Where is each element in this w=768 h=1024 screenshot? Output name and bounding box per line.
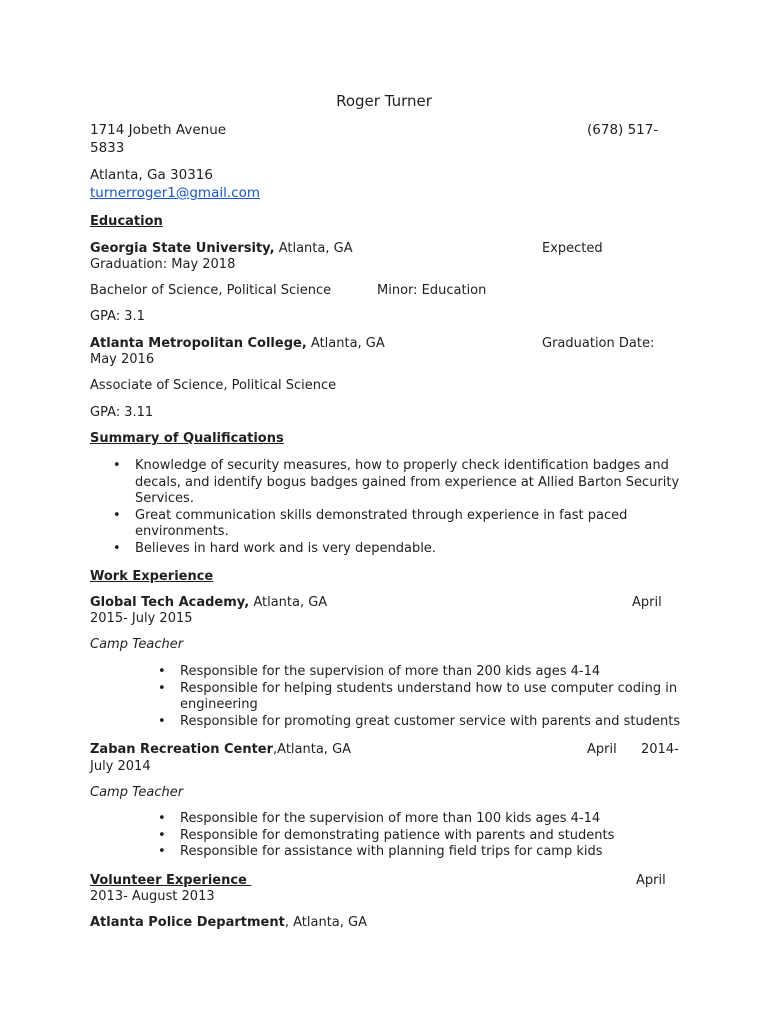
duty-text: Responsible for the supervision of more than 100 kids ages 4-14 [180, 811, 601, 826]
school-2-gpa: GPA: 3.11 [90, 405, 154, 420]
work-heading: Work Experience [90, 569, 214, 584]
qualification-item [113, 507, 679, 541]
school-2-name: Atlanta Metropolitan College, [90, 336, 307, 351]
job-1-employer: Global Tech Academy, [90, 595, 250, 610]
qualification-text: Knowledge of security measures, how to properly check identification badges and [135, 458, 669, 473]
phone-part1: (678) 517- [587, 122, 659, 138]
job-2-title: Camp Teacher [90, 785, 184, 800]
school-2-date-part2: May 2016 [90, 352, 155, 367]
qualification-item [113, 458, 680, 508]
duty-text: engineering [180, 697, 258, 713]
address-line2: Atlanta, Ga 30316 [90, 167, 213, 183]
duty-item [158, 713, 681, 731]
duty-item [158, 664, 680, 681]
qualification-text: Great communication skills demonstrated through experience in fast paced [135, 507, 628, 523]
school-1-gpa: GPA: 3.1 [90, 309, 145, 324]
job-1-date-part2: 2015- July 2015 [90, 611, 193, 626]
school-1-name: Georgia State University, [90, 241, 275, 256]
bullet-icon: • [158, 811, 166, 826]
job-2-date-part1a: April [587, 742, 617, 757]
job-2-line [90, 741, 351, 758]
phone-part2: 5833 [90, 140, 125, 156]
qualifications-heading: Summary of Qualifications [90, 431, 284, 446]
bullet-icon: • [113, 458, 121, 473]
school-1-date-part2: Graduation: May 2018 [90, 257, 236, 272]
duty-item [158, 680, 680, 714]
job-2-date-part2: July 2014 [90, 759, 151, 774]
duty-text: Responsible for promoting great customer service with parents and students [180, 713, 681, 729]
volunteer-org-line [90, 914, 367, 931]
duty-text: Responsible for the supervision of more than 200 kids ages 4-14 [180, 664, 601, 679]
qualification-text: Services. [135, 491, 194, 507]
job-1-duties [158, 664, 681, 730]
job-2-duties [158, 811, 615, 861]
duty-item [158, 844, 614, 861]
address-line1: 1714 Jobeth Avenue [90, 122, 227, 138]
qualification-item [113, 540, 679, 558]
school-2-degree: Associate of Science, Political Science [90, 378, 337, 393]
duty-item [158, 827, 615, 845]
job-2-location: ,Atlanta, GA [273, 742, 352, 757]
duty-text: Responsible for demonstrating patience with parents and students [180, 827, 615, 843]
volunteer-location: , Atlanta, GA [284, 915, 367, 930]
bullet-icon: • [113, 540, 121, 556]
duty-text: Responsible for assistance with planning field trips for camp kids [180, 844, 603, 860]
email-link[interactable]: turnerroger1@gmail.com [90, 185, 260, 201]
bullet-icon: • [158, 844, 166, 860]
bullet-icon: • [158, 713, 166, 729]
job-1-date-part1: April [632, 595, 662, 610]
duty-item [158, 811, 614, 828]
school-2-date-part1: Graduation Date: [542, 336, 655, 351]
qualification-text: Believes in hard work and is very dependable. [135, 540, 436, 556]
qualifications-list [113, 458, 680, 558]
volunteer-date-part2: 2013- August 2013 [90, 889, 215, 904]
education-heading: Education [90, 214, 163, 229]
bullet-icon: • [113, 507, 121, 523]
volunteer-org: Atlanta Police Department [90, 915, 285, 930]
job-1-title: Camp Teacher [90, 637, 184, 652]
qualification-text: environments. [135, 524, 229, 540]
bullet-icon: • [158, 664, 166, 679]
bullet-icon: • [158, 680, 166, 696]
school-1-degree: Bachelor of Science, Political Science [90, 283, 332, 298]
school-2-line [90, 335, 385, 352]
school-1-date-part1: Expected [542, 241, 603, 256]
school-1-location: Atlanta, GA [274, 241, 353, 256]
job-2-employer: Zaban Recreation Center [90, 742, 274, 757]
school-1-minor: Minor: Education [377, 283, 487, 298]
job-1-line [90, 594, 327, 611]
bullet-icon: • [158, 827, 166, 843]
volunteer-date-part1: April [636, 873, 666, 888]
resume-name: Roger Turner [336, 92, 432, 110]
job-2-date-part1b: 2014- [641, 742, 679, 757]
school-1-line [90, 240, 353, 257]
qualification-text: decals, and identify bogus badges gained from experience at Allied Barton Security [135, 474, 680, 490]
school-2-location: Atlanta, GA [306, 336, 385, 351]
volunteer-heading: Volunteer Experience [90, 873, 252, 888]
job-1-location: Atlanta, GA [249, 595, 328, 610]
duty-text: Responsible for helping students understand how to use computer coding in [180, 680, 678, 696]
